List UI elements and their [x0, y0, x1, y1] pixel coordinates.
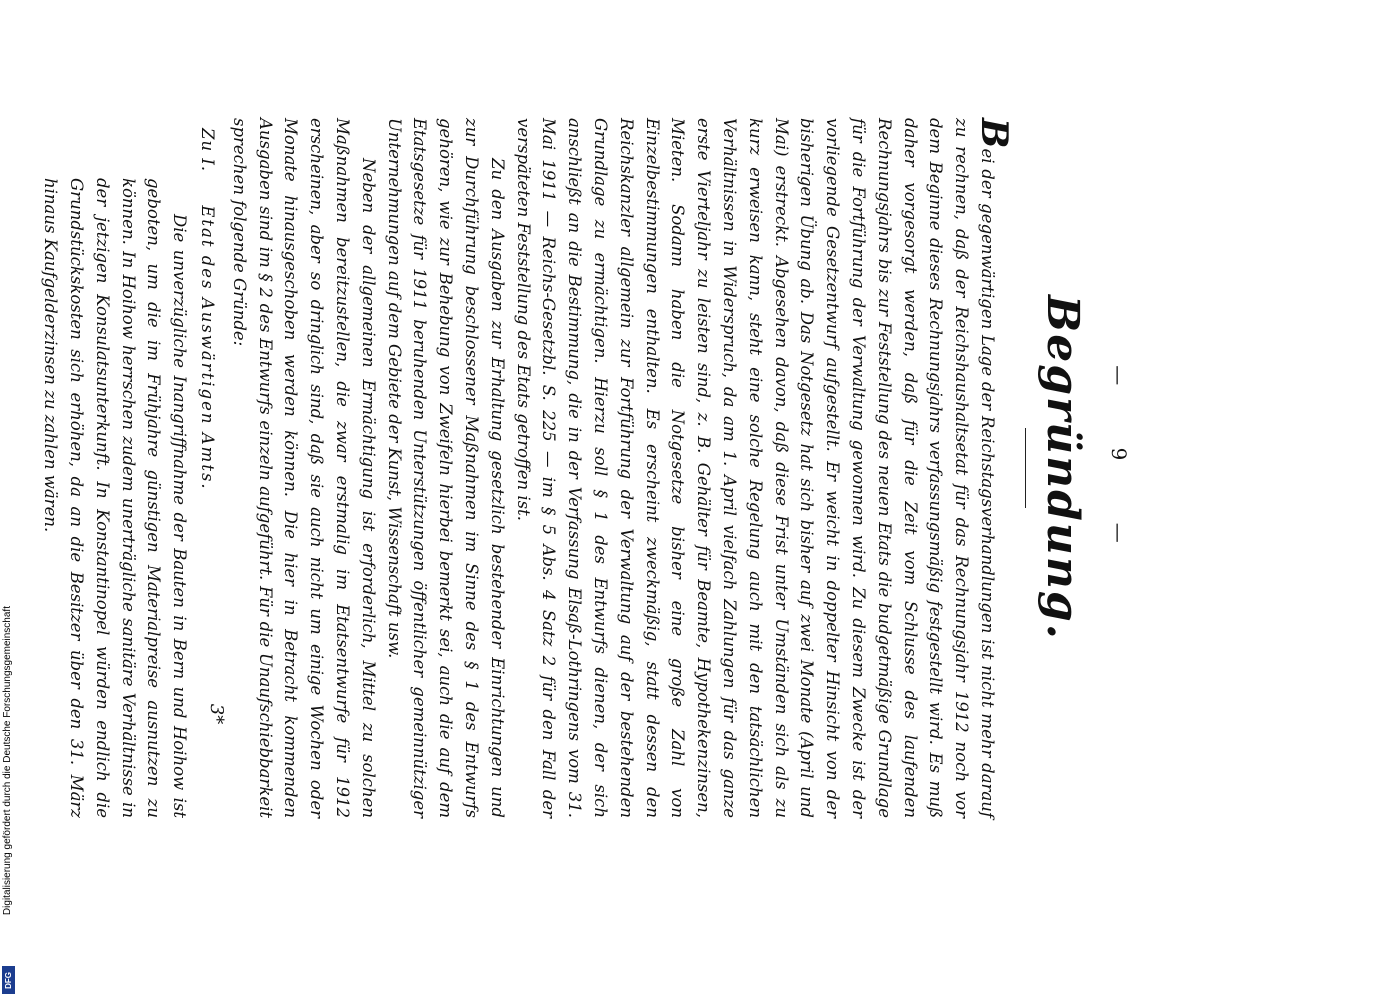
digitization-note-text: Digitalisierung gefördert durch die Deutsche Forschungsgemeinschaft	[2, 606, 13, 916]
section-prefix: Zu I.	[198, 128, 218, 173]
paragraph-1: Bei der gegenwärtigen Lage der Reichstagsverhandlungen ist nicht mehr darauf zu rechnen, daß der Reichshaushaltsetat für das Rechnungsjahr 1912 noch vor dem Beginne dieses Rechnungsjahrs verfassungsmäßig festgestellt wird. Es muß daher vorgesorgt werden, daß für die Zeit vom Schlusse des laufenden Rechnungsjahrs bis zur Feststellung des neuen Etats die budgetmäßige Grundlage für die Fortführung der Verwaltung gewonnen wird. Zu diesem Zwecke ist der vorliegende Gesetzentwurf aufgestellt. Er weicht in doppelter Hinsicht von der bisherigen Übung ab. Das Notgesetz hat sich bisher auf zwei Monate (April und Mai) erstreckt. Abgesehen davon, daß diese Frist unter Umständen sich als zu kurz erweisen kann, steht eine solche Regelung auch mit den tatsächlichen Verhältnissen in Widerspruch, da am 1. April vielfach Zahlungen für das ganze erste Vierteljahr zu leisten sind, z. B. Gehälter für Beamte, Hypothekenzinsen, Mieten. Sodann haben die Notgesetze bisher eine große Zahl von Einzelbestimmungen enthalten. Es erscheint zweckmäßig, statt dessen den Reichskanzler allgemein zur Fortführung der Verwaltung auf der bestehenden Grundlage zu ermächtigen. Hierzu soll § 1 des Entwurfs dienen, der sich anschließt an die Bestimmung, die in der Verfassung Elsaß-Lothringens vom 31. Mai 1911 — Reichs-Gesetzbl. S. 225 — im § 5 Abs. 4 Satz 2 für den Fall der verspäteten Feststellung des Etats getroffen ist.	[513, 118, 1015, 818]
paragraph-2: Zu den Ausgaben zur Erhaltung gesetzlich bestehender Einrichtungen und zur Durchführung beschlossener Maßnahmen im Sinne des § 1 des Entwurfs gehören, wie zur Behebung von Zweifeln hierbei bemerkt sei, auch die auf dem Etatsgesetze für 1911 beruhenden Unterstützungen öffentlicher gemeinnütziger Unternehmungen auf dem Gebiete der Kunst, Wissenschaft usw.	[384, 118, 507, 818]
paragraph-3: Neben der allgemeinen Ermächtigung ist erforderlich, Mittel zu solchen Maßnahmen bereitzustellen, die zwar erstmalig im Etatsentwurfe für 1912 erscheinen, aber so dringlich sind, daß sie auch nicht um einige Wochen oder Monate hinausgeschoben werden können. Die hier in Betracht kommenden Ausgaben sind im § 2 des Entwurfs einzeln aufgeführt. Für die Unaufschiebbarkeit sprechen folgende Gründe:	[229, 118, 378, 818]
signature-mark: 3*	[206, 703, 227, 725]
page-title: Begründung.	[1037, 295, 1088, 641]
page-number-text: — 9 —	[1107, 365, 1131, 571]
document-body	[38, 118, 1015, 818]
section-body	[38, 118, 193, 818]
title-divider	[1025, 428, 1026, 508]
dfg-logo-icon	[2, 966, 15, 994]
digitization-note	[0, 606, 16, 996]
section-paragraph: Die unverzügliche Inangriffnahme der Bauten in Bern und Hoihow ist geboten, um die im Frühjahre günstigen Materialpreise ausnutzen zu können. In Hoihow herrschen zudem unerträgliche sanitäre Verhältnisse in der jetzigen Konsulatsunterkunft. In Konstantinopel würden endlich die Grundstückskosten sich erhöhen, da an die Besitzer über den 31. März hinaus Kaufgelderzinsen zu zahlen wären.	[41, 178, 190, 818]
section-title: Etat des Auswärtigen Amts.	[198, 205, 218, 491]
rotated-document-page	[41, 118, 1132, 818]
dfg-logo-text: DFG	[4, 971, 13, 989]
page-number	[1106, 118, 1132, 818]
